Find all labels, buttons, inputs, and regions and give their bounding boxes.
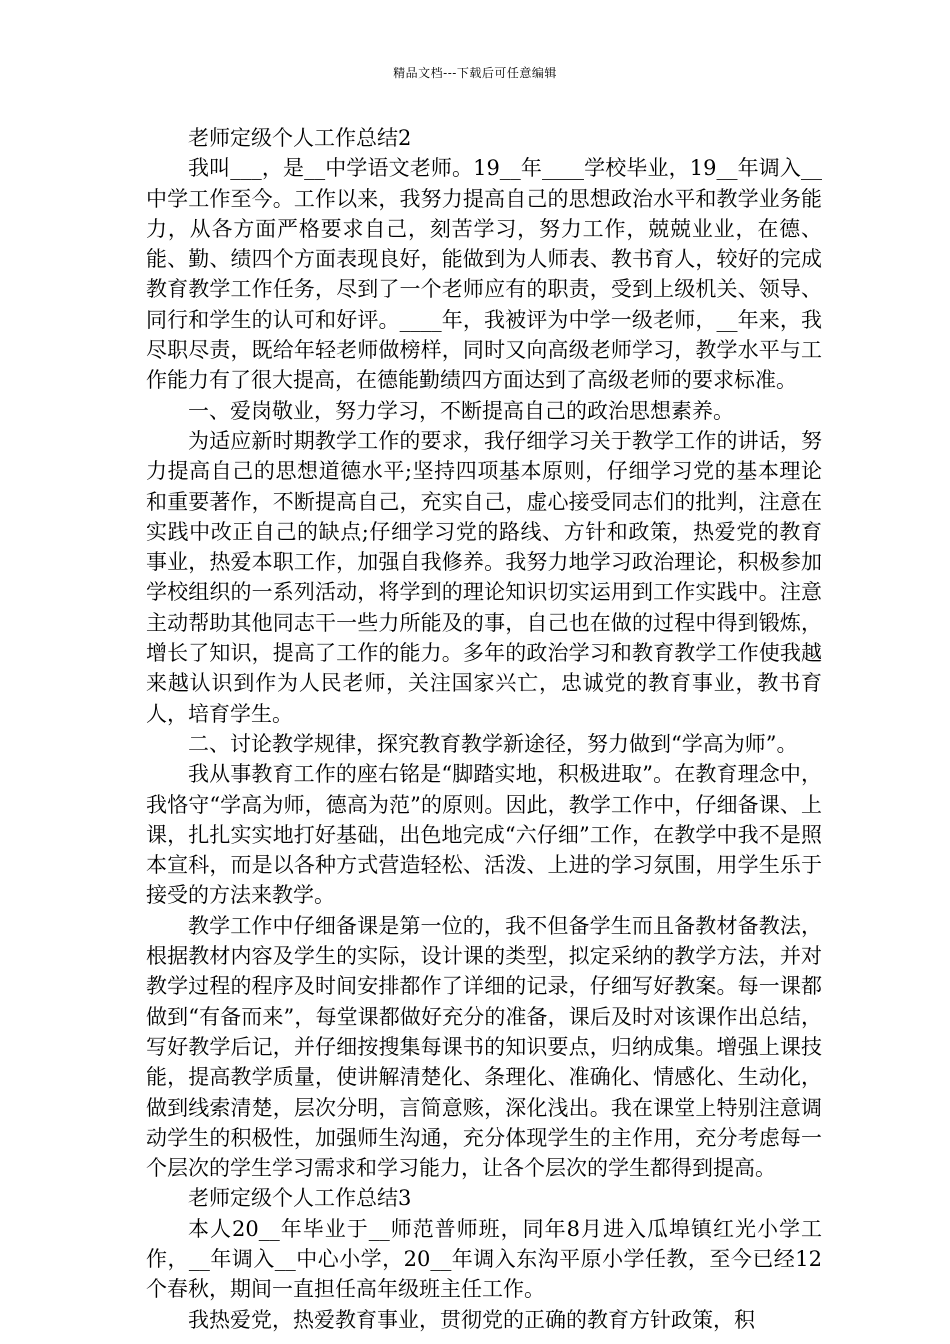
paragraph: 教学工作中仔细备课是第一位的，我不但备学生而且备教材备教法，根据教材内容及学生的实际，设计课的类型，拟定采纳的教学方法，并对教学过程的程序及时间安排都作了详细的记录，仔细写好教案。每一课都做到“有备而来”，每堂课都做好充分的准备，课后及时对该课作出总结，写好教学后记，并仔细按搜集每课书的知识要点，归纳成集。增强上课技能，提高教学质量，使讲解清楚化、条理化、准确化、情感化、生动化，做到线索清楚，层次分明，言简意赅，深化浅出。我在课堂上特别注意调动学生的积极性，加强师生沟通，充分体现学生的主作用，充分考虑每一个层次的学生学习需求和学习能力，让各个层次的学生都得到提高。 xyxy=(146,913,822,1181)
page-header: 精品文档---下载后可任意编辑 xyxy=(393,66,557,80)
document-body xyxy=(146,123,822,1335)
section-title: 老师定级个人工作总结2 xyxy=(188,126,412,150)
paragraph: 我叫___，是__中学语文老师。19__年____学校毕业，19__年调入__中学工作至今。工作以来，我努力提高自己的思想政治水平和教学业务能力，从各方面严格要求自己，刻苦学习，努力工作，兢兢业业，在德、能、勤、绩四个方面表现良好，能做到为人师表、教书育人，较好的完成教育教学工作任务，尽到了一个老师应有的职责，受到上级机关、领导、同行和学生的认可和好评。____年，我被评为中学一级老师，__年来，我尽职尽责，既给年轻老师做榜样，同时又向高级老师学习，教学水平与工作能力有了很大提高，在德能勤绩四方面达到了高级老师的要求标准。 xyxy=(146,156,822,393)
paragraph: 为适应新时期教学工作的要求，我仔细学习关于教学工作的讲话，努力提高自己的思想道德水平;坚持四项基本原则，仔细学习党的基本理论和重要著作，不断提高自己，充实自己，虚心接受同志们的批判，注意在实践中改正自己的缺点;仔细学习党的路线、方针和政策，热爱党的教育事业，热爱本职工作，加强自我修养。我努力地学习政治理论，积极参加学校组织的一系列活动，将学到的理论知识切实运用到工作实践中。注意主动帮助其他同志干一些力所能及的事，自己也在做的过程中得到锻炼，增长了知识，提高了工作的能力。多年的政治学习和教育教学工作使我越来越认识到作为人民老师，关注国家兴亡，忠诚党的教育事业，教书育人，培育学生。 xyxy=(146,428,822,726)
section-heading: 二、讨论教学规律，探究教育教学新途径，努力做到“学高为师”。 xyxy=(188,731,798,756)
section-heading: 一、爱岗敬业，努力学习，不断提高自己的政治思想素养。 xyxy=(188,398,734,423)
paragraph: 我从事教育工作的座右铭是“脚踏实地，积极进取”。在教育理念中，我恪守“学高为师，德高为范”的原则。因此，教学工作中，仔细备课、上课，扎扎实实地打好基础，出色地完成“六仔细”工作，在教学中我不是照本宣科，而是以各种方式营造轻松、活泼、上进的学习氛围，用学生乐于接受的方法来教学。 xyxy=(146,762,822,908)
paragraph: 我热爱党，热爱教育事业，贯彻党的正确的教育方针政策，积 xyxy=(188,1307,755,1332)
section-title: 老师定级个人工作总结3 xyxy=(188,1186,412,1211)
paragraph: 本人20__年毕业于__师范普师班，同年8月进入瓜埠镇红光小学工作，__年调入__中心小学，20__年调入东沟平原小学任教，至今已经12个春秋，期间一直担任高年级班主任工作。 xyxy=(146,1216,822,1302)
